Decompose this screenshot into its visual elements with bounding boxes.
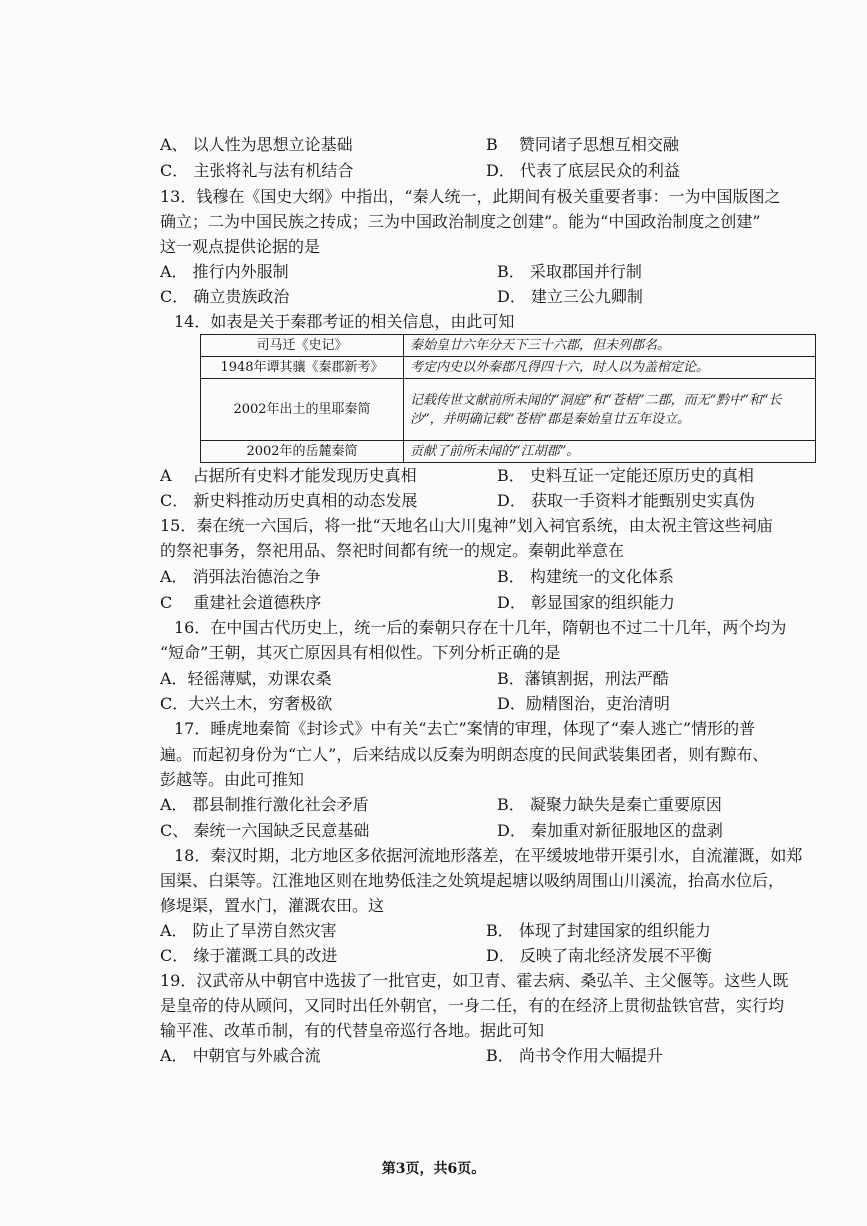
q16-option-a[interactable]: A．轻徭薄赋，劝课农桑	[160, 669, 332, 688]
q13-stem-line3: 这一观点提供论据的是	[160, 237, 321, 256]
page-number: 第3页，共6页。	[381, 1161, 486, 1177]
table-row	[201, 357, 816, 379]
q14-stem: 14．如表是关于秦郡考证的相关信息，由此可知	[174, 312, 515, 331]
q17-stem-line3: 彭越等。由此可推知	[160, 770, 305, 789]
q16-option-d[interactable]: D．励精图治，吏治清明	[497, 694, 670, 713]
q16-option-b[interactable]: B．藩镇割据，刑法严酷	[497, 669, 669, 688]
q17-stem-line2: 遍。而起初身份为“亡人”，后来结成以反秦为明朗态度的民间武装集团者，则有黥布、	[160, 745, 769, 764]
q13-stem-line1: 13．钱穆在《国史大纲》中指出，“秦人统一，此期间有极关重要者事：一为中国版图之	[160, 187, 781, 206]
q18-stem-line3: 修堤渠，置水门，灌溉农田。这	[160, 896, 385, 915]
q15-option-b[interactable]: B． 构建统一的文化体系	[497, 567, 674, 586]
q18-option-c[interactable]: C． 缘于灌溉工具的改进	[160, 946, 338, 965]
q14-source-table	[200, 334, 816, 463]
q17-option-b[interactable]: B． 凝聚力缺失是秦亡重要原因	[497, 795, 722, 814]
q15-option-a[interactable]: A． 消弭法治德治之争	[160, 567, 321, 586]
table-row	[201, 441, 816, 463]
q14-option-b[interactable]: B． 史料互证一定能还原历史的真相	[497, 466, 754, 485]
table-cell-content: 贡献了前所未闻的“江胡郡”。	[404, 441, 816, 463]
table-cell-source: 2002年出土的里耶秦简	[201, 379, 404, 441]
q19-stem-line3: 输平准、改革币制，有的代替皇帝巡行各地。据此可知	[160, 1021, 545, 1040]
table-cell-content: 记载传世文献前所未闻的“洞庭”和“苍梧”二郡，而无“黔中”和“长沙”，并明确记载“苍梧”郡是秦始皇廿五年设立。	[404, 379, 816, 441]
table-cell-source: 1948年谭其骧《秦郡新考》	[201, 357, 404, 379]
q19-stem-line2: 是皇帝的侍从顾问，又同时出任外朝官，一身二任，有的在经济上贯彻盐铁官营，实行均	[160, 996, 785, 1015]
q13-option-d[interactable]: D． 建立三公九卿制	[497, 287, 643, 306]
q18-option-d[interactable]: D． 反映了南北经济发展不平衡	[486, 946, 712, 965]
q16-stem-line2: “短命”王朝，其灭亡原因具有相似性。下列分析正确的是	[160, 643, 561, 662]
q17-option-a[interactable]: A． 郡县制推行激化社会矛盾	[160, 795, 369, 814]
q12-option-a[interactable]: A、 以人性为思想立论基础	[160, 135, 353, 154]
q13-option-a[interactable]: A． 推行内外服制	[160, 262, 289, 281]
table-cell-source: 司马迁《史记》	[201, 335, 404, 357]
q15-option-d[interactable]: D． 彰显国家的组织能力	[497, 593, 675, 612]
table-row	[201, 335, 816, 357]
q14-option-c[interactable]: C． 新史料推动历史真相的动态发展	[160, 491, 418, 510]
q12-option-b[interactable]: B 赞同诸子思想互相交融	[486, 135, 679, 154]
q14-option-d[interactable]: D． 获取一手资料才能甄别史实真伪	[497, 491, 755, 510]
q19-stem-line1: 19．汉武帝从中朝官中选拔了一批官吏，如卫青、霍去病、桑弘羊、主父偃等。这些人既	[160, 971, 789, 990]
q15-option-c[interactable]: C 重建社会道德秩序	[160, 593, 322, 612]
q18-stem-line2: 国渠、白渠等。江淮地区则在地势低洼之处筑堤起塘以吸纳周围山川溪流，抬高水位后，	[160, 871, 785, 890]
q18-option-b[interactable]: B． 体现了封建国家的组织能力	[486, 921, 711, 940]
q17-option-c[interactable]: C、 秦统一六国缺乏民意基础	[160, 821, 370, 840]
q15-stem-line2: 的祭祀事务，祭祀用品、祭祀时间都有统一的规定。秦朝此举意在	[160, 541, 625, 560]
table-cell-content: 考定内史以外秦郡凡得四十六，时人以为盖棺定论。	[404, 357, 816, 379]
table-cell-source: 2002年的岳麓秦简	[201, 441, 404, 463]
q12-option-d[interactable]: D． 代表了底层民众的利益	[486, 161, 680, 180]
q18-stem-line1: 18．秦汉时期，北方地区多依据河流地形落差，在平缓坡地带开渠引水，自流灌溉，如郑	[174, 846, 803, 865]
table-row	[201, 379, 816, 441]
q16-option-c[interactable]: C．大兴土木，穷奢极欲	[160, 694, 333, 713]
q19-option-a[interactable]: A． 中朝官与外戚合流	[160, 1046, 321, 1065]
q16-stem-line1: 16．在中国古代历史上，统一后的秦朝只存在十几年，隋朝也不过二十几年，两个均为	[174, 618, 787, 637]
q12-option-c[interactable]: C． 主张将礼与法有机结合	[160, 161, 354, 180]
q17-option-d[interactable]: D． 秦加重对新征服地区的盘剥	[497, 821, 723, 840]
q19-option-b[interactable]: B． 尚书令作用大幅提升	[486, 1046, 663, 1065]
q13-option-c[interactable]: C． 确立贵族政治	[160, 287, 290, 306]
q13-stem-line2: 确立；二为中国民族之抟成；三为中国政治制度之创建”。能为“中国政治制度之创建”	[160, 212, 761, 231]
q15-stem-line1: 15．秦在统一六国后，将一批“天地名山大川鬼神”划入祠官系统，由太祝主管这些祠庙	[160, 516, 773, 535]
q14-option-a[interactable]: A 占据所有史料才能发现历史真相	[160, 466, 417, 485]
q18-option-a[interactable]: A． 防止了旱涝自然灾害	[160, 921, 337, 940]
q13-option-b[interactable]: B． 采取郡国并行制	[497, 262, 642, 281]
q17-stem-line1: 17．睡虎地秦简《封诊式》中有关“去亡”案情的审理，体现了“秦人逃亡”情形的普	[174, 719, 756, 738]
table-cell-content: 秦始皇廿六年分天下三十六郡，但未列郡名。	[404, 335, 816, 357]
